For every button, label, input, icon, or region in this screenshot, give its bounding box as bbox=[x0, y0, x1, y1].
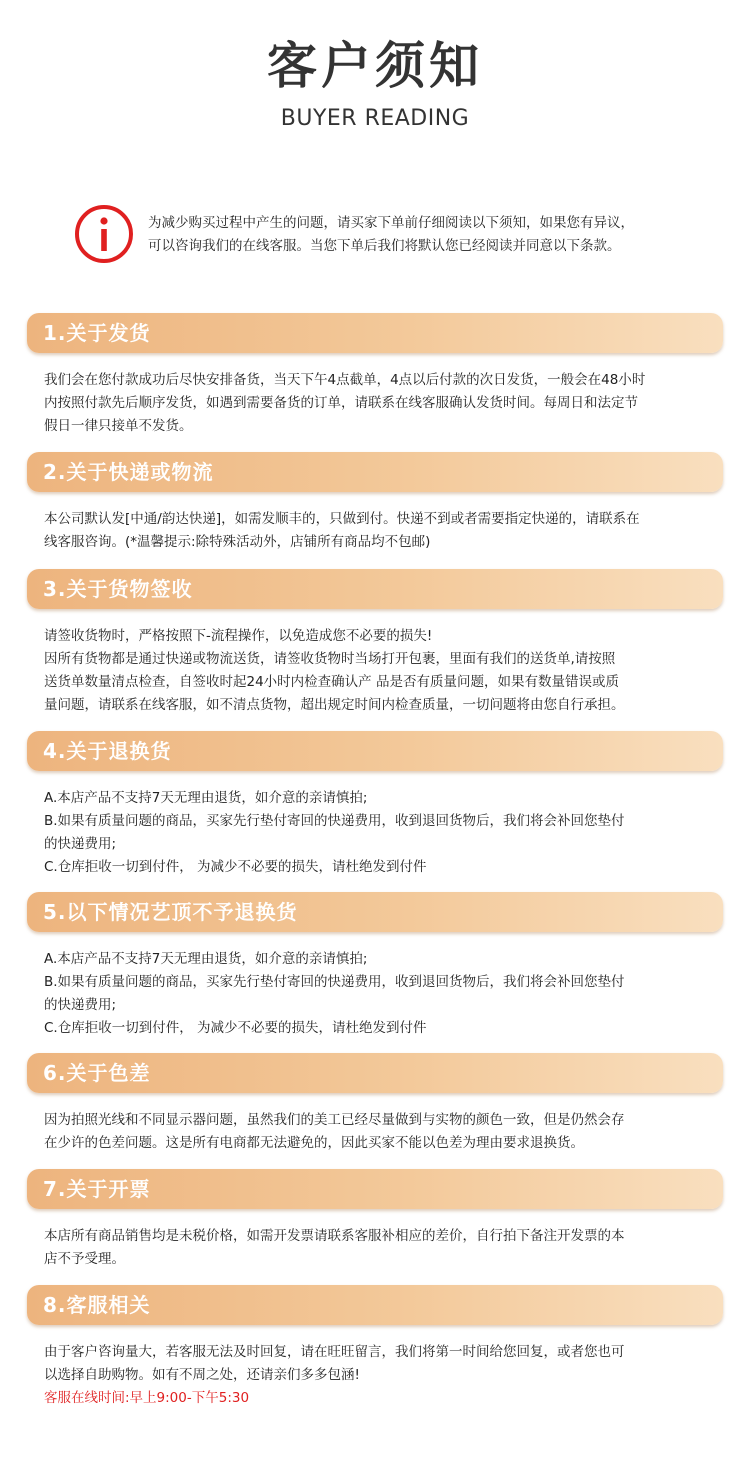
section-header bbox=[27, 569, 723, 609]
section-title: 3.关于货物签收 bbox=[43, 577, 193, 601]
section-line: 量问题，请联系在线客服，如不清点货物，超出规定时间内检查质量，一切问题将由您自行承担。 bbox=[44, 697, 625, 713]
section-line: 以选择自助购物。如有不周之处，还请亲们多多包涵! bbox=[44, 1367, 360, 1383]
section-line: C.仓库拒收一切到付件， 为减少不必要的损失，请杜绝发到付件 bbox=[44, 1020, 427, 1036]
section-line: 的快递费用; bbox=[44, 997, 117, 1013]
section-body bbox=[44, 787, 714, 879]
section-line: 因为拍照光线和不同显示器问题，虽然我们的美工已经尽量做到与实物的颜色一致，但是仍然会存 bbox=[44, 1112, 625, 1128]
section-body bbox=[44, 508, 714, 554]
page-title: 客户须知 bbox=[267, 37, 483, 95]
section-header bbox=[27, 892, 723, 932]
section-line: 因所有货物都是通过快递或物流送货，请签收货物时当场打开包裹，里面有我们的送货单,请按照 bbox=[44, 651, 616, 667]
section-line: 送货单数量清点检查，自签收时起24小时内检查确认产 品是否有质量问题，如果有数量错误或质 bbox=[44, 674, 619, 690]
notice-line: 可以咨询我们的在线客服。当您下单后我们将默认您已经阅读并同意以下条款。 bbox=[148, 238, 621, 254]
section-title: 5.以下情况艺顶不予退换货 bbox=[43, 900, 298, 924]
section-line: 本公司默认发[中通/韵达快递]，如需发顺丰的，只做到付。快递不到或者需要指定快递的，请联系在 bbox=[44, 511, 640, 527]
section-line: 在少许的色差问题。这是所有电商都无法避免的，因此买家不能以色差为理由要求退换货。 bbox=[44, 1135, 584, 1151]
section-title: 1.关于发货 bbox=[43, 321, 151, 345]
section-line: 线客服咨询。(*温馨提示:除特殊活动外，店铺所有商品均不包邮) bbox=[44, 534, 431, 550]
section-body bbox=[44, 1341, 714, 1410]
section-line: 请签收货物时，严格按照下-流程操作，以免造成您不必要的损失! bbox=[44, 628, 433, 644]
section-header bbox=[27, 1053, 723, 1093]
section-body bbox=[44, 948, 714, 1040]
section-header bbox=[27, 1169, 723, 1209]
section-line: 我们会在您付款成功后尽快安排备货，当天下午4点截单，4点以后付款的次日发货，一般会在48小时 bbox=[44, 372, 646, 388]
notice-line: 为减少购买过程中产生的问题，请买家下单前仔细阅读以下须知，如果您有异议， bbox=[148, 215, 634, 231]
section-line: A.本店产品不支持7天无理由退货，如介意的亲请慎拍; bbox=[44, 790, 368, 806]
section-line: A.本店产品不支持7天无理由退货，如介意的亲请慎拍; bbox=[44, 951, 368, 967]
section-header bbox=[27, 313, 723, 353]
section-body bbox=[44, 625, 714, 717]
section-header bbox=[27, 1285, 723, 1325]
section-title: 7.关于开票 bbox=[43, 1177, 151, 1201]
section-title: 2.关于快递或物流 bbox=[43, 460, 214, 484]
section-line: 本店所有商品销售均是未税价格，如需开发票请联系客服补相应的差价，自行拍下备注开发票的本 bbox=[44, 1228, 625, 1244]
section-header bbox=[27, 452, 723, 492]
section-line: 店不予受理。 bbox=[44, 1251, 125, 1267]
section-line: 假日一律只接单不发货。 bbox=[44, 418, 193, 434]
section-title: 6.关于色差 bbox=[43, 1061, 151, 1085]
section-line: 由于客户咨询量大，若客服无法及时回复，请在旺旺留言，我们将第一时间给您回复，或者您也可 bbox=[44, 1344, 625, 1360]
info-icon bbox=[74, 204, 134, 264]
section-body bbox=[44, 369, 714, 438]
section-line: C.仓库拒收一切到付件， 为减少不必要的损失，请杜绝发到付件 bbox=[44, 859, 427, 875]
section-title: 8.客服相关 bbox=[43, 1293, 151, 1317]
service-hours: 客服在线时间:早上9:00-下午5:30 bbox=[44, 1390, 250, 1406]
section-line: 的快递费用; bbox=[44, 836, 117, 852]
section-line: B.如果有质量问题的商品，买家先行垫付寄回的快递费用，收到退回货物后，我们将会补回您垫付 bbox=[44, 813, 625, 829]
section-body bbox=[44, 1109, 714, 1155]
notice-text bbox=[148, 212, 728, 258]
section-line: 内按照付款先后顺序发货，如遇到需要备货的订单，请联系在线客服确认发货时间。每周日和法定节 bbox=[44, 395, 638, 411]
section-title: 4.关于退换货 bbox=[43, 739, 172, 763]
section-header bbox=[27, 731, 723, 771]
section-line: B.如果有质量问题的商品，买家先行垫付寄回的快递费用，收到退回货物后，我们将会补回您垫付 bbox=[44, 974, 625, 990]
page-subtitle: BUYER READING bbox=[280, 106, 470, 131]
section-body bbox=[44, 1225, 714, 1271]
